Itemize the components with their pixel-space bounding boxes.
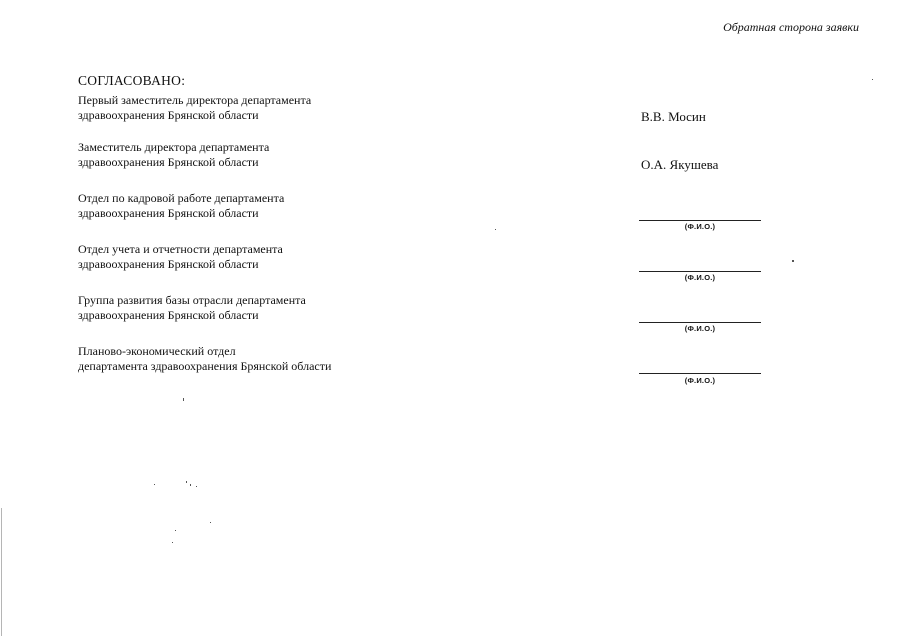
- position-line-1: Заместитель директора департамента: [78, 140, 270, 154]
- scan-speck: [210, 522, 211, 523]
- scan-speck: [186, 481, 187, 483]
- position-line-1: Отдел учета и отчетности департамента: [78, 242, 283, 256]
- approver-name: В.В. Мосин: [641, 109, 706, 124]
- signature-caption: (Ф.И.О.): [684, 376, 716, 385]
- scan-speck: [175, 530, 176, 531]
- position-line-2: здравоохранения Брянской области: [78, 155, 259, 169]
- scan-speck: [872, 79, 873, 80]
- position-line-2: здравоохранения Брянской области: [78, 308, 259, 322]
- approver-name: О.А. Якушева: [641, 157, 719, 172]
- signature-line: [639, 220, 761, 221]
- approver-position: [78, 293, 306, 323]
- approval-entry: [78, 191, 878, 231]
- scan-speck: [154, 484, 155, 485]
- scan-speck: [183, 398, 184, 401]
- signature-line: [639, 271, 761, 272]
- scan-edge-line: [1, 508, 2, 636]
- scan-speck: [196, 486, 197, 487]
- approver-position: [78, 93, 311, 123]
- position-line-2: здравоохранения Брянской области: [78, 206, 259, 220]
- approver-position: [78, 191, 284, 221]
- approver-position: [78, 242, 283, 272]
- signature-line: [639, 373, 761, 374]
- position-line-2: департамента здравоохранения Брянской области: [78, 359, 332, 373]
- approval-entry: [78, 293, 878, 333]
- document-side-note: Обратная сторона заявки: [723, 20, 859, 34]
- position-line-1: Планово-экономический отдел: [78, 344, 236, 358]
- signature-line: [639, 322, 761, 323]
- approver-position: [78, 344, 331, 374]
- approval-entry: [78, 140, 878, 174]
- scan-speck: [495, 229, 496, 230]
- approval-entry: [78, 344, 878, 385]
- signature-caption: (Ф.И.О.): [684, 222, 716, 231]
- position-line-2: здравоохранения Брянской области: [78, 257, 259, 271]
- scan-speck: [792, 260, 794, 262]
- position-line-1: Первый заместитель директора департамента: [78, 93, 312, 107]
- signature-caption: (Ф.И.О.): [684, 324, 716, 333]
- approval-heading: СОГЛАСОВАНО:: [78, 73, 186, 88]
- approval-entry: [78, 93, 878, 127]
- scan-speck: [172, 542, 173, 543]
- approval-entry: [78, 242, 878, 282]
- approver-position: [78, 140, 269, 170]
- position-line-2: здравоохранения Брянской области: [78, 108, 259, 122]
- position-line-1: Группа развития базы отрасли департамента: [78, 293, 306, 307]
- scan-speck: [190, 484, 191, 486]
- position-line-1: Отдел по кадровой работе департамента: [78, 191, 285, 205]
- signature-caption: (Ф.И.О.): [684, 273, 716, 282]
